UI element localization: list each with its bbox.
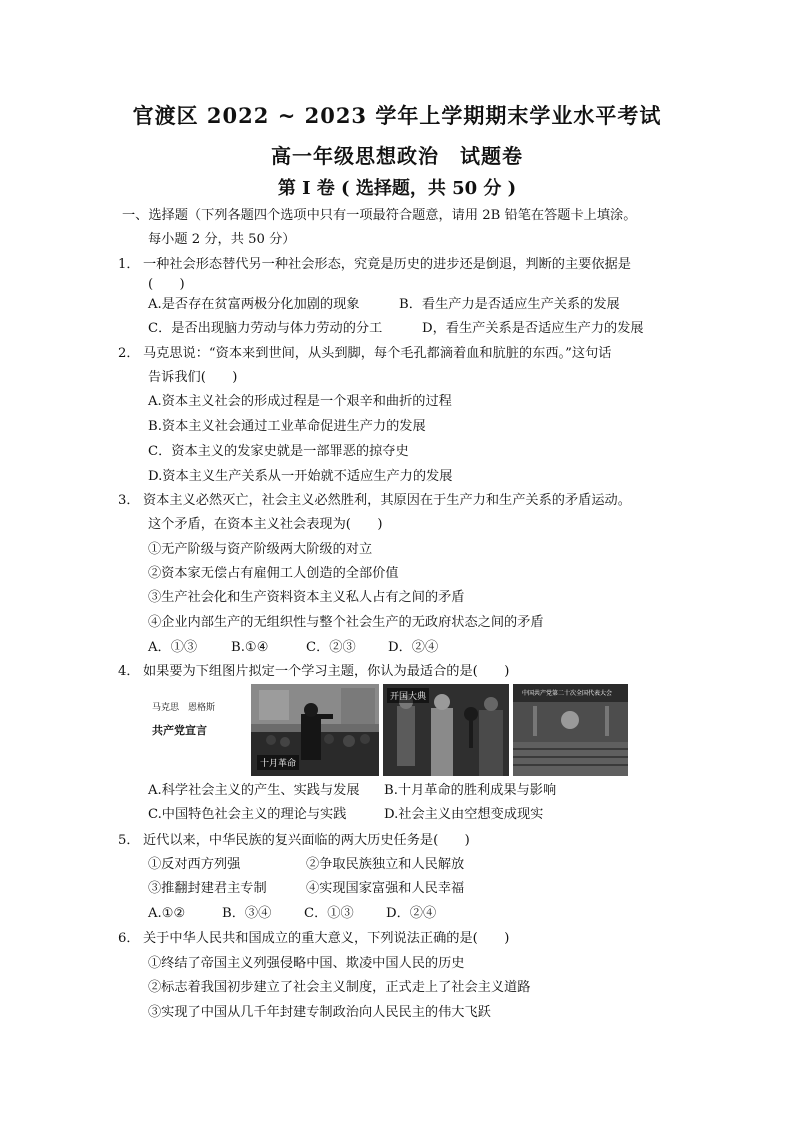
question-6-item-3: ③实现了中国从几千年封建专制政治向人民民主的伟大飞跃	[148, 1005, 491, 1020]
question-4-number: 4．	[118, 664, 140, 679]
question-2-option-c[interactable]: C．资本主义的发家史就是一部罪恶的掠夺史	[148, 444, 409, 459]
question-2-stem-line2: 告诉我们( )	[148, 370, 238, 385]
question-6-number: 6．	[118, 931, 140, 946]
question-6-stem: 关于中华人民共和国成立的重大意义，下列说法正确的是( )	[143, 931, 510, 946]
question-3-option-c[interactable]: C．②③	[306, 640, 356, 655]
question-3-stem-line2: 这个矛盾，在资本主义社会表现为( )	[148, 517, 383, 532]
section-instruction-line2: 每小题 2 分，共 50 分）	[148, 232, 296, 247]
question-5-option-b[interactable]: B．③④	[222, 906, 272, 921]
question-4-option-b[interactable]: B.十月革命的胜利成果与影响	[384, 783, 557, 798]
question-4-option-c[interactable]: C.中国特色社会主义的理论与实践	[148, 807, 347, 822]
question-5-option-a[interactable]: A.①②	[148, 906, 186, 921]
question-5-number: 5．	[118, 833, 140, 848]
question-5-item-4: ④实现国家富强和人民幸福	[306, 881, 465, 896]
party-congress-caption: 中国共产党第二十次全国代表大会	[522, 690, 613, 697]
founding-ceremony-photo	[383, 684, 509, 776]
section-instruction-line1: 一、选择题（下列各题四个选项中只有一项最符合题意，请用 2B 铅笔在答题卡上填涂。	[122, 208, 637, 223]
question-3-item-4: ④企业内部生产的无组织性与整个社会生产的无政府状态之间的矛盾	[148, 615, 544, 630]
question-2-number: 2．	[118, 346, 140, 361]
party-congress-photo	[513, 684, 628, 776]
question-3-stem-line1: 资本主义必然灭亡，社会主义必然胜利，其原因在于生产力和生产关系的矛盾运动。	[143, 493, 631, 508]
question-2-option-d[interactable]: D.资本主义生产关系从一开始就不适应生产力的发展	[148, 469, 453, 484]
question-1-number: 1．	[118, 257, 140, 272]
october-revolution-caption: 十月革命	[257, 755, 299, 770]
question-5-option-d[interactable]: D．②④	[386, 906, 437, 921]
manifesto-cover-image	[134, 684, 246, 776]
question-3-item-1: ①无产阶级与资产阶级两大阶级的对立	[148, 542, 373, 557]
question-1-stem-line1: 一种社会形态替代另一种社会形态，究竟是历史的进步还是倒退，判断的主要依据是	[143, 257, 631, 272]
question-3-option-b[interactable]: B.①④	[231, 640, 269, 655]
question-6-item-2: ②标志着我国初步建立了社会主义制度，正式走上了社会主义道路	[148, 980, 531, 995]
question-6-item-1: ①终结了帝国主义列强侵略中国、欺凌中国人民的历史	[148, 956, 465, 971]
question-1-option-d[interactable]: D，看生产关系是否适应生产力的发展	[422, 321, 644, 336]
exam-subtitle: 高一年级思想政治 试题卷	[271, 144, 523, 168]
question-3-item-3: ③生产社会化和生产资料资本主义私人占有之间的矛盾	[148, 590, 465, 605]
october-revolution-photo	[251, 684, 379, 776]
question-5-item-3: ③推翻封建君主专制	[148, 881, 267, 896]
exam-title: 官渡区 2022 ~ 2023 学年上学期期末学业水平考试	[132, 103, 662, 128]
question-3-option-a[interactable]: A．①③	[148, 640, 198, 655]
question-5-stem: 近代以来，中华民族的复兴面临的两大历史任务是( )	[143, 833, 470, 848]
question-4-option-d[interactable]: D.社会主义由空想变成现实	[384, 807, 544, 822]
question-1-option-c[interactable]: C．是否出现脑力劳动与体力劳动的分工	[148, 321, 383, 336]
question-3-option-d[interactable]: D．②④	[388, 640, 439, 655]
question-3-item-2: ②资本家无偿占有雇佣工人创造的全部价值	[148, 566, 399, 581]
question-4-option-a[interactable]: A.科学社会主义的产生、实践与发展	[148, 783, 360, 798]
question-1-option-b[interactable]: B．看生产力是否适应生产关系的发展	[399, 297, 620, 312]
question-1-option-a[interactable]: A.是否存在贫富两极分化加剧的现象	[148, 297, 360, 312]
manifesto-authors: 马克思 恩格斯	[152, 703, 216, 713]
question-2-option-b[interactable]: B.资本主义社会通过工业革命促进生产力的发展	[148, 419, 426, 434]
question-5-item-1: ①反对西方列强	[148, 857, 241, 872]
question-1-stem-line2: ( )	[148, 277, 185, 292]
question-2-option-a[interactable]: A.资本主义社会的形成过程是一个艰辛和曲折的过程	[148, 394, 452, 409]
question-2-stem-line1: 马克思说：“资本来到世间，从头到脚，每个毛孔都滴着血和肮脏的东西。”这句话	[143, 346, 612, 361]
question-5-option-c[interactable]: C．①③	[304, 906, 354, 921]
founding-ceremony-caption: 开国大典	[387, 688, 429, 703]
question-5-item-2: ②争取民族独立和人民解放	[306, 857, 465, 872]
manifesto-title: 共产党宣言	[152, 724, 207, 737]
question-3-number: 3．	[118, 493, 140, 508]
question-4-image-group	[134, 684, 628, 776]
part-heading: 第 I 卷 ( 选择题，共 50 分 )	[277, 178, 517, 199]
question-4-stem: 如果要为下组图片拟定一个学习主题，你认为最适合的是( )	[143, 664, 510, 679]
